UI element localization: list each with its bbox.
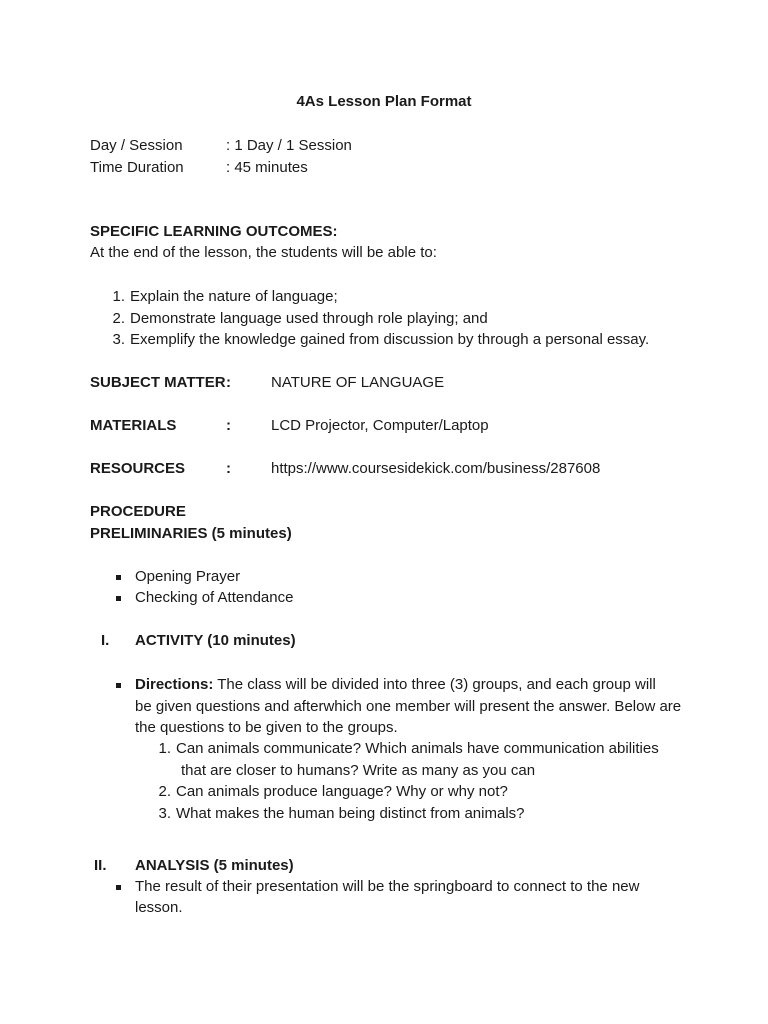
outcome-number: 2. [112, 310, 125, 327]
prelim-item [116, 587, 294, 609]
prelim-text: Checking of Attendance [135, 589, 294, 606]
question-continuation: that are closer to humans? Write as many as you can [181, 762, 536, 779]
analysis-numeral: II. [94, 857, 107, 874]
analysis-heading: ANALYSIS (5 minutes) [135, 857, 294, 874]
directions-line: be given questions and afterwhich one member will present the answer. Below are [135, 698, 682, 715]
analysis-text: lesson. [135, 899, 183, 916]
bullet-icon [116, 683, 121, 688]
preliminaries-heading: PRELIMINARIES (5 minutes) [90, 525, 292, 542]
question-number: 2. [158, 783, 171, 800]
outcome-text: Demonstrate language used through role playing; and [130, 310, 488, 327]
prelim-text: Opening Prayer [135, 568, 241, 585]
question-text: What makes the human being distinct from animals? [176, 805, 525, 822]
outcome-number: 1. [112, 288, 125, 305]
bullet-icon [116, 596, 121, 601]
question-number: 3. [158, 805, 171, 822]
directions-label: Directions: [135, 676, 214, 693]
question-item [151, 738, 659, 760]
subject-matter-value: NATURE OF LANGUAGE [271, 374, 445, 391]
outcome-item [105, 329, 649, 351]
procedure-heading: PROCEDURE [90, 503, 186, 520]
question-text: Can animals produce language? Why or why not? [176, 783, 508, 800]
day-session-value: : 1 Day / 1 Session [226, 137, 352, 154]
outcomes-intro: At the end of the lesson, the students will be able to: [90, 244, 437, 261]
materials-colon: : [226, 417, 231, 434]
document-title: 4As Lesson Plan Format [296, 93, 472, 110]
outcome-item [105, 308, 488, 330]
question-text: Can animals communicate? Which animals have communication abilities [176, 740, 659, 757]
materials-value: LCD Projector, Computer/Laptop [271, 417, 489, 434]
question-number: 1. [158, 740, 171, 757]
time-duration-value: : 45 minutes [226, 159, 308, 176]
activity-heading: ACTIVITY (10 minutes) [135, 632, 296, 649]
directions-line: the questions to be given to the groups. [135, 719, 398, 736]
resources-colon: : [226, 460, 231, 477]
bullet-icon [116, 575, 121, 580]
resources-link[interactable]: https://www.coursesidekick.com/business/287608 [271, 460, 601, 477]
bullet-icon [116, 885, 121, 890]
activity-numeral: I. [101, 632, 110, 649]
time-duration-label: Time Duration [90, 159, 184, 176]
prelim-item [116, 566, 241, 588]
day-session-label: Day / Session [90, 137, 183, 154]
subject-matter-label: SUBJECT MATTER [90, 374, 226, 391]
outcome-item [105, 286, 338, 308]
analysis-bullet [116, 876, 121, 898]
directions-line [135, 674, 678, 696]
subject-matter-colon: : [226, 374, 231, 391]
analysis-text: The result of their presentation will be the springboard to connect to the new [135, 878, 640, 895]
outcome-text: Exemplify the knowledge gained from discussion by through a personal essay. [130, 331, 650, 348]
directions-bullet [116, 674, 121, 696]
materials-label: MATERIALS [90, 417, 177, 434]
question-item [151, 803, 525, 825]
directions-text: The class will be divided into three (3) groups, and each group will [217, 676, 656, 693]
resources-label: RESOURCES [90, 460, 186, 477]
question-item [151, 781, 508, 803]
outcome-text: Explain the nature of language; [130, 288, 338, 305]
outcomes-heading: SPECIFIC LEARNING OUTCOMES: [90, 223, 338, 240]
outcome-number: 3. [112, 331, 125, 348]
